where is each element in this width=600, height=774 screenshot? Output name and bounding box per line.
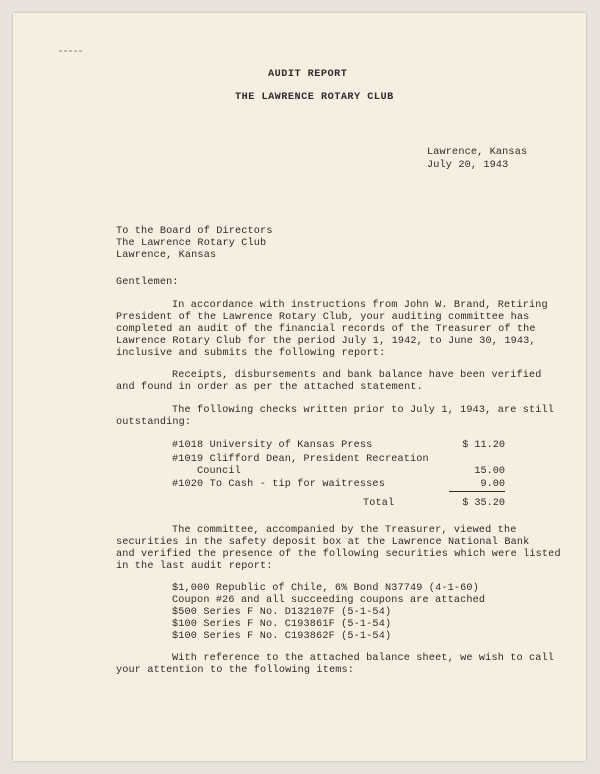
security-item: $500 Series F No. D132107F (5-1-54) bbox=[172, 607, 392, 618]
para2-line: and found in order as per the attached statement. bbox=[116, 382, 423, 393]
total-label: Total bbox=[363, 498, 395, 509]
club-name: THE LAWRENCE ROTARY CLUB bbox=[235, 92, 394, 103]
address-line: To the Board of Directors bbox=[116, 226, 273, 237]
para3-line: outstanding: bbox=[116, 417, 192, 428]
para1-line: In accordance with instructions from John W. Brand, Retiring bbox=[172, 300, 548, 311]
check-item: #1018 University of Kansas Press bbox=[172, 440, 373, 451]
para5-line: your attention to the following items: bbox=[116, 665, 355, 676]
para1-line: inclusive and submits the following report: bbox=[116, 348, 386, 359]
para1-line: completed an audit of the financial records of the Treasurer of the bbox=[116, 324, 536, 335]
security-item: $1,000 Republic of Chile, 6% Bond N37749 (4-1-60) bbox=[172, 583, 479, 594]
address-line: The Lawrence Rotary Club bbox=[116, 238, 267, 249]
para4-line: in the last audit report: bbox=[116, 561, 273, 572]
security-item: Coupon #26 and all succeeding coupons are attached bbox=[172, 595, 486, 606]
place: Lawrence, Kansas bbox=[427, 147, 528, 158]
security-item: $100 Series F No. C193861F (5-1-54) bbox=[172, 619, 392, 630]
check-amount: 15.00 bbox=[474, 466, 505, 477]
total-amount: $ 35.20 bbox=[462, 498, 505, 509]
para4-line: and verified the presence of the following securities which were listed bbox=[116, 549, 561, 560]
check-amount: $ 11.20 bbox=[462, 440, 505, 451]
check-item-cont: Council bbox=[197, 466, 241, 477]
para1-line: Lawrence Rotary Club for the period July 1, 1942, to June 30, 1943, bbox=[116, 336, 536, 347]
para4-line: securities in the safety deposit box at the Lawrence National Bank bbox=[116, 537, 530, 548]
para1-line: President of the Lawrence Rotary Club, your auditing committee has bbox=[116, 312, 530, 323]
document-page bbox=[13, 13, 586, 761]
report-title: AUDIT REPORT bbox=[268, 69, 348, 80]
salutation: Gentlemen: bbox=[116, 277, 179, 288]
security-item: $100 Series F No. C193862F (5-1-54) bbox=[172, 631, 392, 642]
address-line: Lawrence, Kansas bbox=[116, 250, 217, 261]
para3-line: The following checks written prior to July 1, 1943, are still bbox=[172, 405, 555, 416]
check-item: #1019 Clifford Dean, President Recreation bbox=[172, 454, 429, 465]
report-date: July 20, 1943 bbox=[427, 160, 509, 171]
para2-line: Receipts, disbursements and bank balance have been verified bbox=[172, 370, 542, 381]
check-amount: 9.00 bbox=[449, 479, 505, 492]
para5-line: With reference to the attached balance sheet, we wish to call bbox=[172, 653, 555, 664]
check-item: #1020 To Cash - tip for waitresses bbox=[172, 479, 385, 490]
para4-line: The committee, accompanied by the Treasurer, viewed the bbox=[172, 525, 517, 536]
